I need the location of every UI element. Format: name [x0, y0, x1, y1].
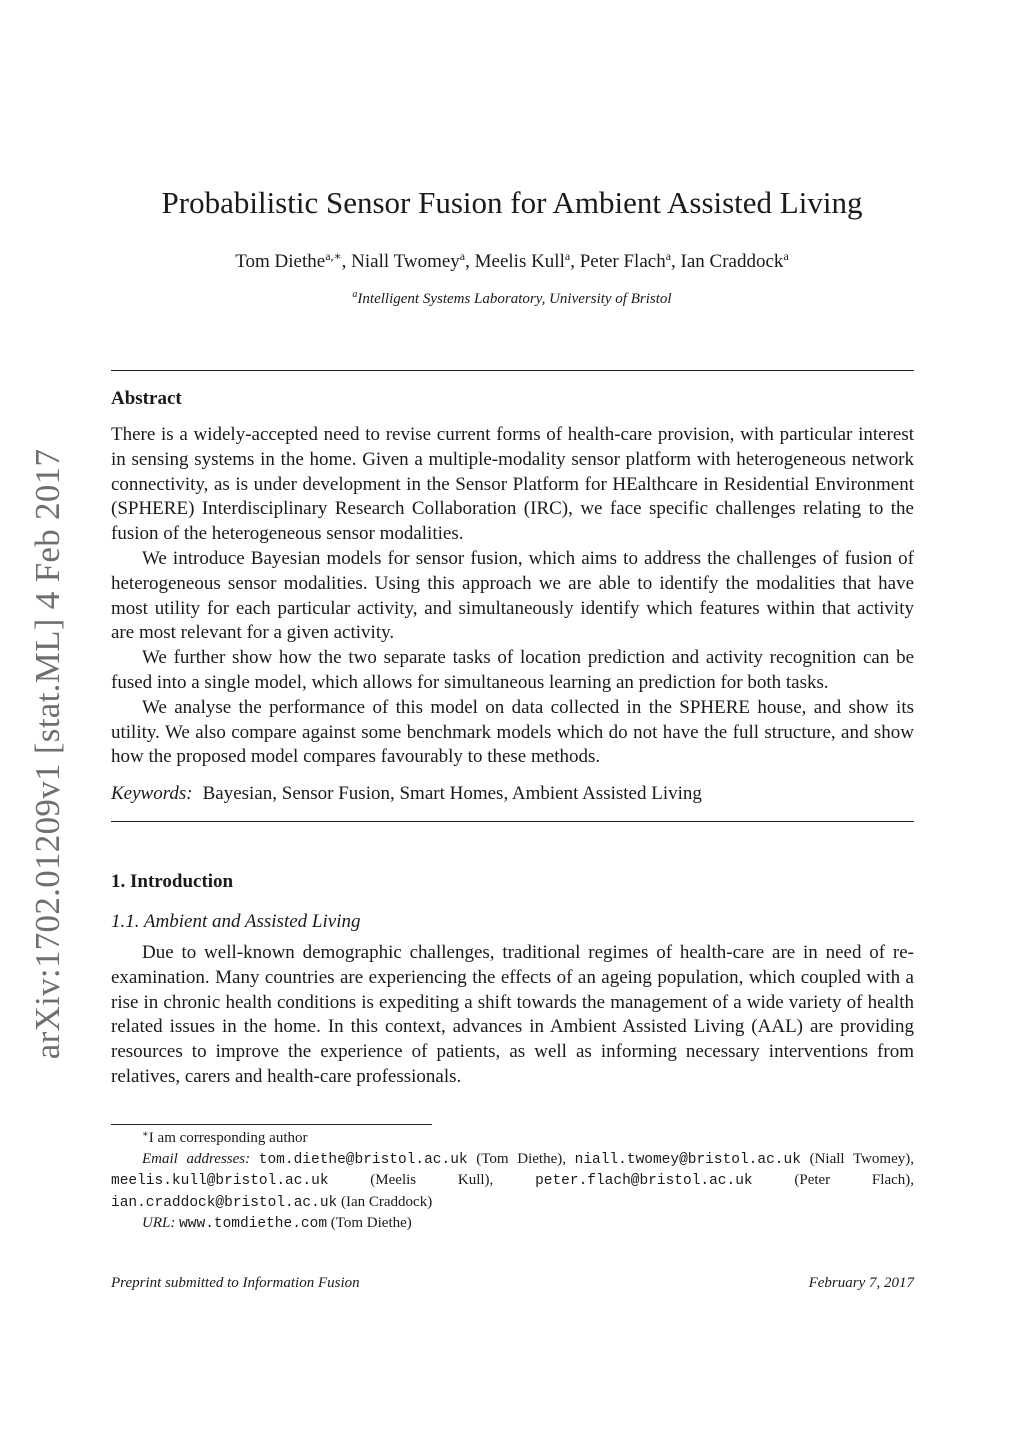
keywords — [111, 782, 914, 806]
author: Ian Craddock$^a$ — [680, 249, 789, 272]
footer-preprint-note: Preprint submitted to Information Fusion — [111, 1275, 360, 1291]
abstract-paragraph: There is a widely-accepted need to revise current forms of health-care provision, with particular interest in sensing systems in the home. Given a multiple-modality sensor platform with heterogeneous network connectivity, as is under development in the Sensor Platform for HEalthcare in Residential Environment (SPHERE) Interdisciplinary Research Collaboration (IRC), we face specific challenges relating to the fusion of the heterogeneous sensor modalities. — [111, 424, 914, 545]
email-link[interactable]: niall.twomey@bristol.ac.uk — [574, 1151, 801, 1168]
abstract-body — [111, 423, 914, 770]
body-paragraph: Due to well-known demographic challenges, traditional regimes of health-care are in need of re-examination. Many countries are experiencing the effects of an ageing population, which coupled with a rise in chronic health conditions is expediting a shift towards the management of a wide variety of health related issues in the home. In this context, advances in Ambient Assisted Living (AAL) are providing resources to improve the experience of patients, as well as informing necessary interventions from relatives, carers and health-care professionals. — [111, 942, 914, 1087]
footnote-url: URL: www.tomdiethe.com (Tom Diethe) — [142, 1215, 412, 1232]
footer-date: February 7, 2017 — [808, 1275, 914, 1291]
paper-title: Probabilistic Sensor Fusion for Ambient Assisted Living — [161, 185, 863, 220]
subsection-heading: 1.1. Ambient and Assisted Living — [111, 911, 361, 932]
footnote-corresponding: ∗I am corresponding author — [142, 1129, 308, 1146]
footnote-rule — [111, 1124, 432, 1125]
abstract-heading: Abstract — [111, 388, 182, 409]
author: Niall Twomey$^a$, — [351, 249, 475, 272]
abstract-paragraph: We analyse the performance of this model on data collected in the SPHERE house, and show its utility. We also compare against some benchmark models which do not have the full structure, and show how the proposed model compares favourably to these methods. — [111, 696, 914, 768]
abstract-paragraph: We further show how the two separate tasks of location prediction and activity recognition can be fused into a single model, which allows for simultaneous learning an prediction for both tasks. — [111, 647, 914, 693]
author-list — [0, 249, 1024, 275]
email-link[interactable]: tom.diethe@bristol.ac.uk — [258, 1151, 468, 1168]
keywords-text: Bayesian, Sensor Fusion, Smart Homes, Ambient Assisted Living — [202, 783, 702, 804]
email-link[interactable]: meelis.kull@bristol.ac.uk — [111, 1173, 329, 1189]
abstract-paragraph: We introduce Bayesian models for sensor fusion, which aims to address the challenges of fusion of heterogeneous sensor modalities. Using this approach we are able to identify the modalities that have most utility for each particular activity, and simultaneously identify which features within that activity are most relevant for a given activity. — [111, 547, 914, 644]
url-link[interactable]: www.tomdiethe.com — [179, 1216, 328, 1232]
abstract-top-rule — [111, 370, 914, 371]
email-link[interactable]: peter.flach@bristol.ac.uk — [535, 1173, 753, 1189]
author: Meelis Kull$^a$, — [474, 249, 580, 272]
abstract-bottom-rule — [111, 821, 914, 822]
keywords-label: Keywords: — [111, 783, 193, 804]
affiliation: $^a$Intelligent Systems Laboratory, University of Bristol — [352, 289, 672, 307]
email-link[interactable]: ian.craddock@bristol.ac.uk — [111, 1194, 338, 1211]
author: Tom Diethe$^{a,∗}$, — [235, 249, 352, 272]
arxiv-side-stamp: arXiv:1702.01209v1 [stat.ML] 4 Feb 2017 — [28, 448, 67, 1060]
author: Peter Flach$^a$, — [579, 249, 681, 272]
footnote-emails: Email addresses: tom.diethe@bristol.ac.uk (Tom Diethe), niall.twomey@bristol.ac.uk (Niall Twomey), meelis.kull@bristol.ac.uk (Meelis Kull), peter.flach@bristol.ac.uk (Peter Flach), ian.craddock@bristol.ac.uk (Ian Craddock) — [111, 1150, 915, 1211]
section-heading-introduction: 1. Introduction — [111, 871, 234, 892]
footnotes — [111, 1128, 914, 1235]
introduction-body — [111, 941, 914, 1090]
